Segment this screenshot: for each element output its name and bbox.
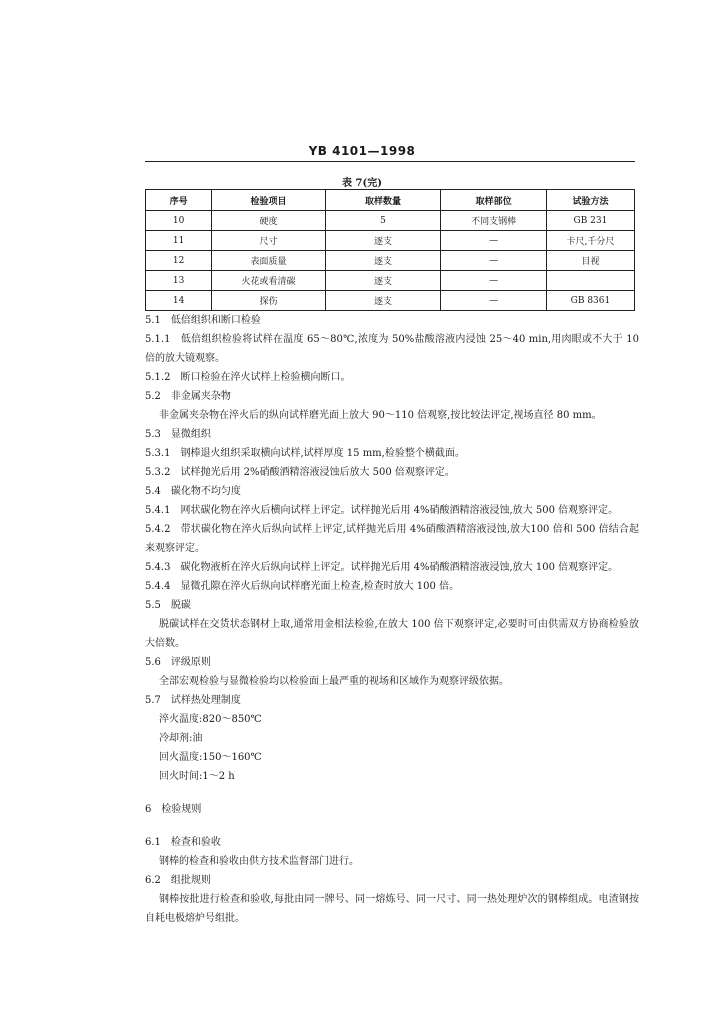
header-rule: [145, 161, 635, 162]
cell-item: 硬度: [212, 211, 326, 231]
paragraph: 钢棒按批进行检查和验收,每批由同一牌号、同一熔炼号、同一尺寸、同一热处理炉次的钢棒组成。电渣钢按自耗电极熔炉号组批。: [145, 894, 639, 924]
paragraph: 脱碳试样在交货状态钢材上取,通常用金相法检验,在放大 100 倍下观察评定,必要时可由供需双方协商检验放大倍数。: [145, 619, 639, 649]
body-text: [145, 311, 639, 928]
table-row: [146, 271, 635, 291]
section-heading: 6.2 组批规则: [145, 875, 211, 886]
section-heading: 5.5 脱碳: [145, 600, 191, 611]
section-heading: 5.1 低倍组织和断口检验: [145, 315, 261, 326]
clause: 5.1.1 低倍组织检验将试样在温度 65～80℃,浓度为 50%盐酸溶液内浸蚀 25～40 min,用肉眼或不大于 10 倍的放大镜观察。: [145, 334, 639, 364]
cell-location: —: [441, 251, 547, 271]
section-heading: 5.7 试样热处理制度: [145, 695, 241, 706]
table-row: [146, 291, 635, 311]
inspection-table: [145, 189, 635, 311]
standard-number-header: YB 4101—1998: [308, 144, 416, 158]
cell-item: 尺寸: [212, 231, 326, 251]
clause: 5.3.2 试样抛光后用 2%硝酸酒精溶液浸蚀后放大 500 倍观察评定。: [145, 467, 455, 478]
heat-treatment-line: 回火温度:150～160℃: [159, 752, 262, 763]
cell-quantity: 逐支: [325, 231, 441, 251]
header-sample-location: 取样部位: [441, 190, 547, 211]
cell-method: GB 231: [546, 211, 634, 231]
header-test-method: 试验方法: [546, 190, 634, 211]
heat-treatment-line: 淬火温度:820～850℃: [159, 714, 262, 725]
cell-quantity: 5: [325, 211, 441, 231]
cell-location: 不同支钢棒: [441, 211, 547, 231]
header-sample-quantity: 取样数量: [325, 190, 441, 211]
section-heading: 5.6 评级原则: [145, 657, 211, 668]
cell-method: [546, 271, 634, 291]
clause: 5.4.1 网状碳化物在淬火后横向试样上评定。试样抛光后用 4%硝酸酒精溶液浸蚀,放大 500 倍观察评定。: [145, 505, 619, 516]
table-row: [146, 211, 635, 231]
clause: 5.4.2 带状碳化物在淬火后纵向试样上评定,试样抛光后用 4%硝酸酒精溶液浸蚀,放大100 倍和 500 倍结合起来观察评定。: [145, 524, 639, 554]
table-row: [146, 231, 635, 251]
cell-no: 11: [146, 231, 212, 251]
paragraph: 钢棒的检查和验收由供方技术监督部门进行。: [159, 856, 359, 867]
cell-item: 探伤: [212, 291, 326, 311]
cell-location: —: [441, 231, 547, 251]
cell-item: 火花或看清碳: [212, 271, 326, 291]
table-caption: 表 7(完): [342, 178, 382, 189]
clause: 5.3.1 钢棒退火组织采取横向试样,试样厚度 15 mm,检验整个横截面。: [145, 448, 465, 459]
section-gap: [145, 819, 639, 833]
cell-quantity: 逐支: [325, 271, 441, 291]
section-heading: 5.3 显微组织: [145, 429, 211, 440]
cell-method: 目视: [546, 251, 634, 271]
header-no: 序号: [146, 190, 212, 211]
heat-treatment-line: 回火时间:1～2 h: [159, 771, 235, 782]
cell-quantity: 逐支: [325, 291, 441, 311]
clause: 5.4.4 显微孔隙在淬火后纵向试样磨光面上检查,检查时放大 100 倍。: [145, 581, 460, 592]
clause: 5.4.3 碳化物液析在淬火后纵向试样上评定。试样抛光后用 4%硝酸酒精溶液浸蚀,放大 100 倍观察评定。: [145, 562, 619, 573]
section-heading: 6.1 检查和验收: [145, 837, 221, 848]
cell-method: GB 8361: [546, 291, 634, 311]
chapter-heading: 6 检验规则: [145, 804, 202, 815]
paragraph: 非金属夹杂物在淬火后的纵向试样磨光面上放大 90～110 倍观察,按比较法评定,视场直径 80 mm。: [159, 410, 602, 421]
cell-item: 表面质量: [212, 251, 326, 271]
table-header-row: [146, 190, 635, 211]
cell-location: —: [441, 271, 547, 291]
cell-no: 14: [146, 291, 212, 311]
section-heading: 5.2 非金属夹杂物: [145, 391, 231, 402]
clause: 5.1.2 断口检验在淬火试样上检验横向断口。: [145, 372, 351, 383]
header-inspection-item: 检验项目: [212, 190, 326, 211]
cell-location: —: [441, 291, 547, 311]
paragraph: 全部宏观检验与显微检验均以检验面上最严重的视场和区域作为观察评级依据。: [159, 676, 509, 687]
heat-treatment-line: 冷却剂:油: [159, 733, 203, 744]
section-heading: 5.4 碳化物不均匀度: [145, 486, 241, 497]
cell-no: 13: [146, 271, 212, 291]
cell-no: 12: [146, 251, 212, 271]
table-row: [146, 251, 635, 271]
cell-quantity: 逐支: [325, 251, 441, 271]
cell-method: 卡尺,千分尺: [546, 231, 634, 251]
cell-no: 10: [146, 211, 212, 231]
section-gap: [145, 786, 639, 800]
